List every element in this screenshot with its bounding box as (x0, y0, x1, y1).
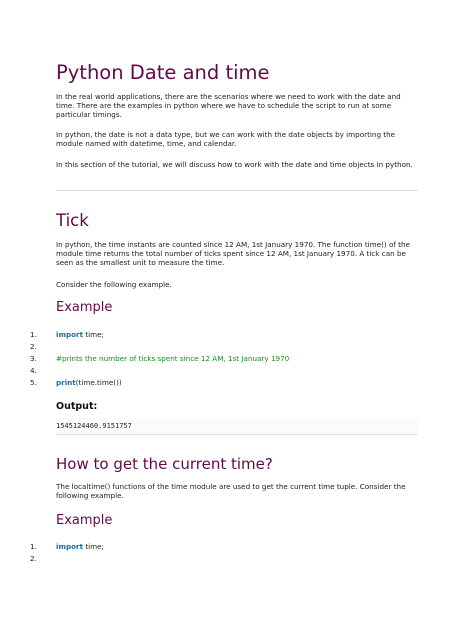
output-box (56, 418, 418, 435)
code-text: time; (83, 330, 104, 339)
line-number: 1. (30, 330, 37, 339)
tick-heading: Tick (56, 211, 89, 230)
current-time-example-heading: Example (56, 513, 113, 528)
code-keyword: import (56, 330, 84, 339)
code-text: time; (83, 542, 104, 551)
line-number: 5. (30, 378, 37, 387)
code-line (30, 329, 418, 341)
output-label: Output: (56, 401, 98, 412)
code-comment: #prints the number of ticks spent since 12 AM, 1st January 1970 (56, 354, 290, 363)
code-line (30, 353, 418, 365)
intro-paragraph-2: In python, the date is not a data type, but we can work with the date objects by importing the module named with datetime, time, and calendar. (56, 130, 396, 149)
line-number: 2. (30, 342, 37, 351)
section-divider (56, 190, 418, 191)
tick-example-heading: Example (56, 300, 113, 315)
line-number: 1. (30, 542, 37, 551)
code-line (30, 553, 418, 565)
code-line (30, 365, 418, 377)
code-line (30, 341, 418, 353)
tick-paragraph-2: Consider the following example. (56, 280, 172, 289)
output-value: 1545124460.9151757 (56, 422, 132, 430)
code-text: (time.time()) (75, 378, 122, 387)
code-function: print (56, 378, 76, 387)
line-number: 3. (30, 354, 37, 363)
line-number: 4. (30, 366, 37, 375)
intro-paragraph-3: In this section of the tutorial, we will discuss how to work with the date and time objects in python. (56, 160, 413, 169)
intro-paragraph-1: In the real world applications, there are the scenarios where we need to work with the date and time. There are the examples in python where we have to schedule the script to run at some particular timings. (56, 92, 401, 120)
code-line (30, 377, 418, 389)
line-number: 2. (30, 554, 37, 563)
page-title: Python Date and time (56, 61, 270, 84)
tick-code-listing (30, 329, 418, 389)
code-line (30, 541, 418, 553)
current-time-code-listing (30, 541, 418, 565)
current-time-paragraph: The localtime() functions of the time module are used to get the current time tuple. Consider the following example. (56, 482, 406, 501)
code-keyword: import (56, 542, 84, 551)
current-time-heading: How to get the current time? (56, 455, 273, 473)
tick-paragraph-1: In python, the time instants are counted since 12 AM, 1st January 1970. The function time() of the module time returns the total number of ticks spent since 12 AM, 1st January 1970. A tick can be seen as the smallest unit to measure the time. (56, 240, 410, 268)
